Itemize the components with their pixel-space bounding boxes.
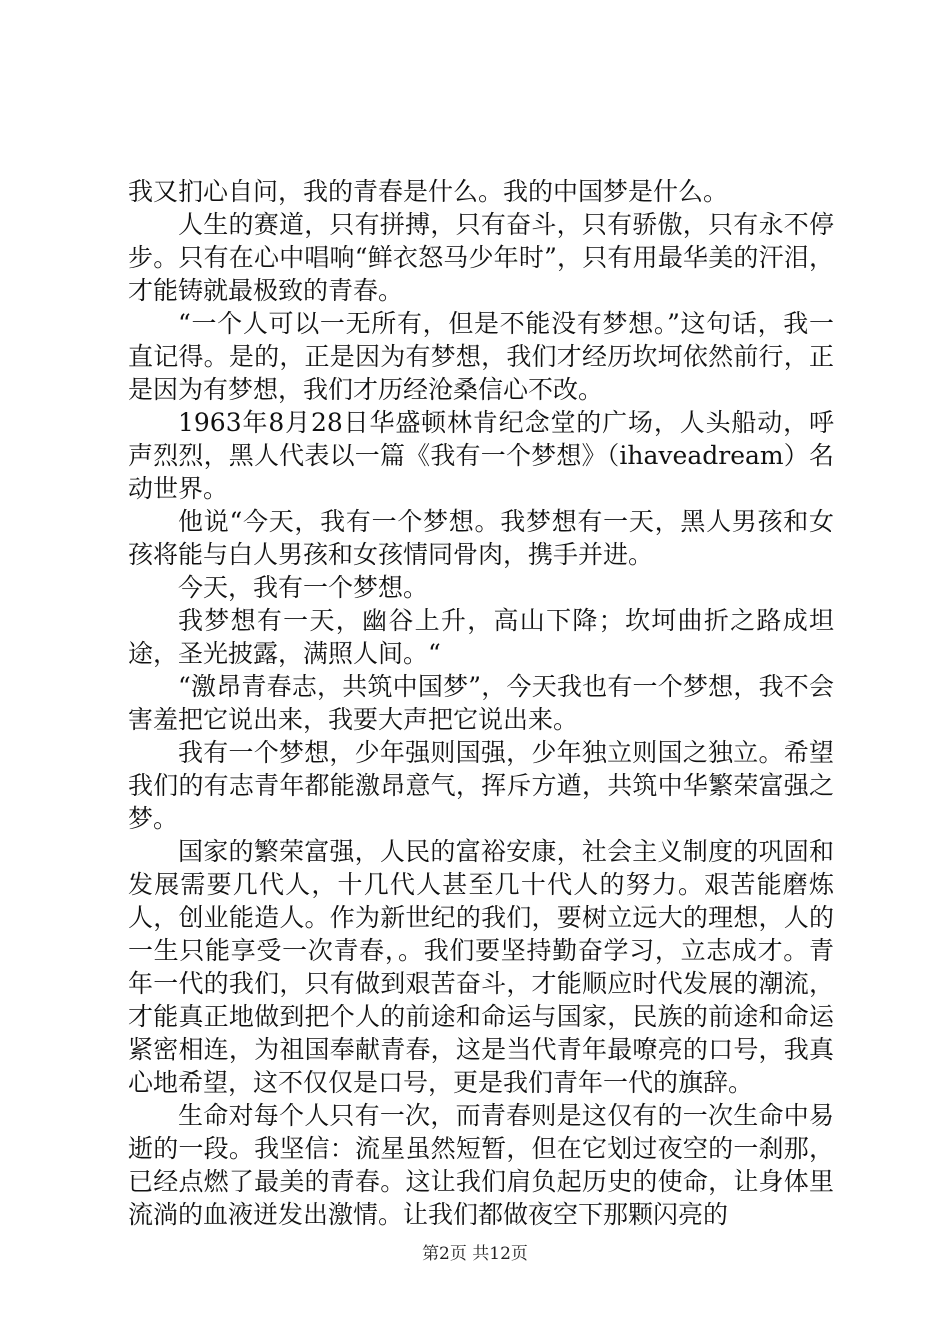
paragraph: 今天，我有一个梦想。: [178, 573, 429, 602]
paragraph: “激昂青春志，共筑中国梦”，今天我也有一个梦想，我不会害羞把它说出来，我要大声把它说出来。: [128, 672, 834, 734]
paragraph: 我又扪心自问，我的青春是什么。我的中国梦是什么。: [128, 177, 729, 206]
paragraph: 国家的繁荣富强，人民的富裕安康，社会主义制度的巩固和发展需要几代人，十几代人甚至几十代人的努力。艰苦能磨炼人，创业能造人。作为新世纪的我们，要树立远大的理想，人的一生只能享受一次青春，。我们要坚持勤奋学习，立志成才。青年一代的我们，只有做到艰苦奋斗，才能顺应时代发展的潮流，才能真正地做到把个人的前途和命运与国家，民族的前途和命运紧密相连，为祖国奉献青春，这是当代青年最嘹亮的口号，我真心地希望，这不仅仅是口号，更是我们青年一代的旗辞。: [128, 837, 834, 1097]
page-number-footer: 第2页 共12页: [422, 1244, 528, 1264]
paragraph: 1963年8月28日华盛顿林肯纪念堂的广场，人头船动，呼声烈烈，黑人代表以一篇《我有一个梦想》（ihaveadream）名动世界。: [128, 408, 834, 503]
paragraph: 我有一个梦想，少年强则国强，少年独立则国之独立。希望我们的有志青年都能激昂意气，挥斥方遒，共筑中华繁荣富强之梦。: [128, 738, 834, 833]
paragraph: “一个人可以一无所有，但是不能没有梦想。”这句话，我一直记得。是的，正是因为有梦想，我们才经历坎坷依然前行，正是因为有梦想，我们才历经沧桑信心不改。: [128, 309, 834, 404]
paragraph: 他说“今天，我有一个梦想。我梦想有一天，黑人男孩和女孩将能与白人男孩和女孩情同骨肉，携手并进。: [128, 507, 834, 569]
paragraph: 我梦想有一天，幽谷上升，高山下降；坎坷曲折之路成坦途，圣光披露，满照人间。“: [128, 606, 834, 668]
document-body: [128, 175, 834, 1231]
paragraph: 生命对每个人只有一次，而青春则是这仅有的一次生命中易逝的一段。我坚信：流星虽然短暂，但在它划过夜空的一刹那，已经点燃了最美的青春。这让我们肩负起历史的使命，让身体里流淌的血液迸发出激情。让我们都做夜空下那颗闪亮的: [128, 1101, 834, 1229]
paragraph: 人生的赛道，只有拼搏，只有奋斗，只有骄傲，只有永不停步。只有在心中唱响“鲜衣怒马少年时”，只有用最华美的汗泪，才能铸就最极致的青春。: [128, 210, 834, 305]
